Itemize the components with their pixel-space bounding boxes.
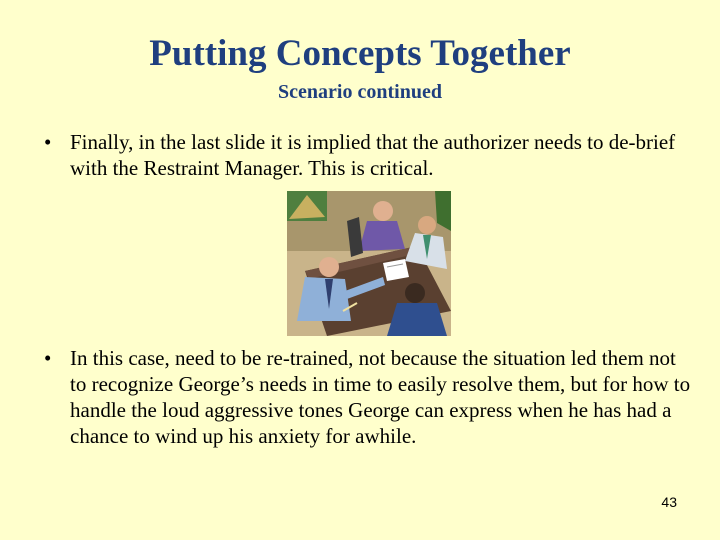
page-number: 43 <box>661 494 677 510</box>
slide-subtitle: Scenario continued <box>278 81 442 103</box>
bullet-item <box>44 345 694 449</box>
bullet-symbol: • <box>44 346 52 370</box>
slide-title: Putting Concepts Together <box>149 33 571 74</box>
meeting-clipart-image <box>287 191 451 336</box>
bullet-text: Finally, in the last slide it is implied that the authorizer needs to de-brief with the Restraint Manager. This is critical. <box>70 130 676 180</box>
bullet-text: In this case, need to be re-trained, not because the situation led them not to recognize George’s needs in time to easily resolve them, but for how to handle the loud aggressive tones George can express when he has had a chance to wind up his anxiety for awhile. <box>70 346 691 448</box>
bullet-item <box>44 129 694 181</box>
bullet-symbol: • <box>44 130 52 154</box>
